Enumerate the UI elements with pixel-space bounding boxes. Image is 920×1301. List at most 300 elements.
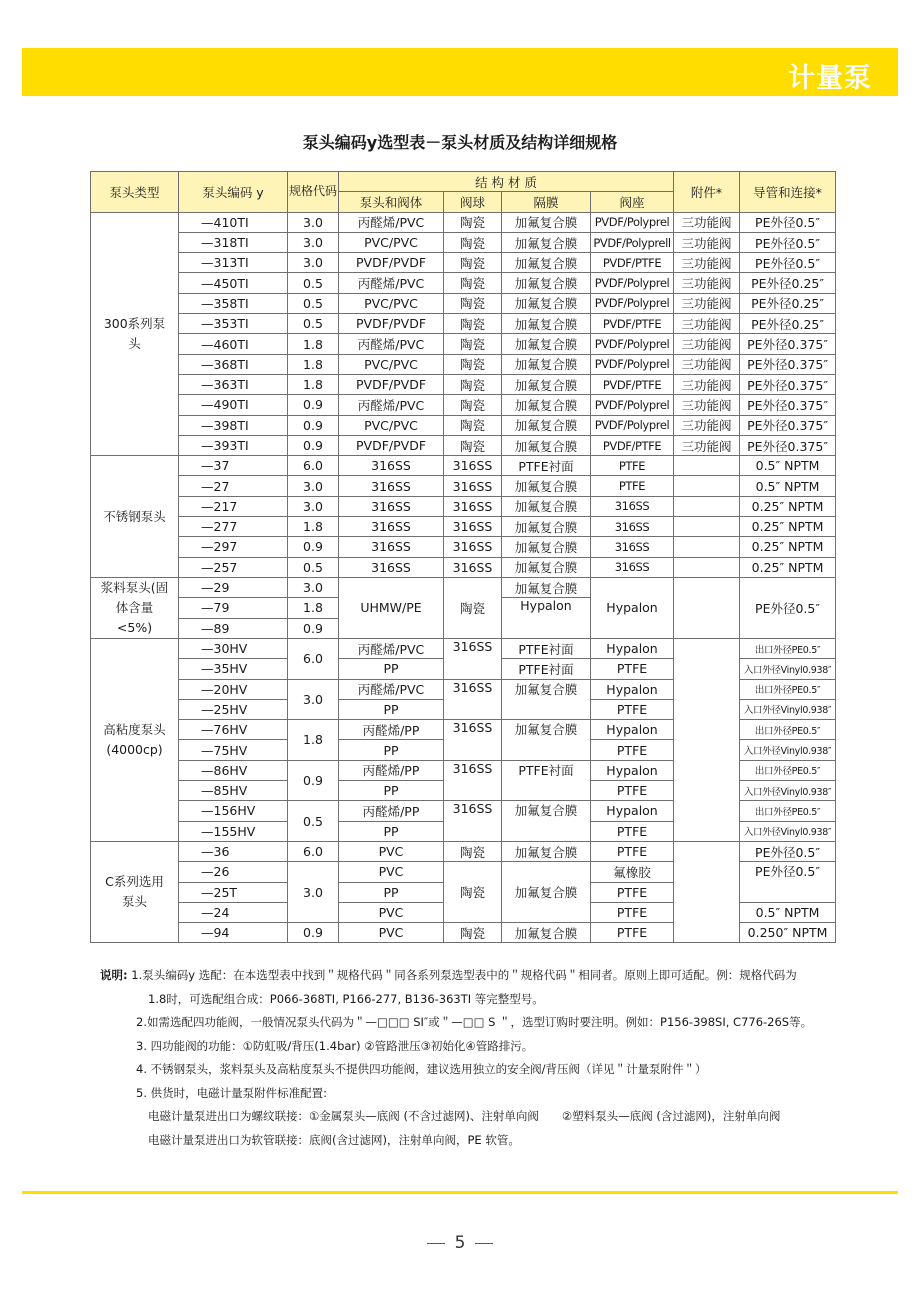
- spec-cell: 0.5: [288, 273, 339, 293]
- header-accessory: 附件*: [674, 172, 740, 213]
- header-structure: 结 构 材 质: [339, 172, 674, 192]
- diaphragm-cell: 加氟复合膜: [502, 334, 591, 354]
- seat-cell: PTFE: [591, 841, 674, 861]
- table-row: [91, 212, 836, 232]
- spec-cell: 3.0: [288, 253, 339, 273]
- diaphragm-cell: 加氟复合膜: [502, 435, 591, 455]
- code-cell: —89: [179, 618, 288, 638]
- connection-cell: PE外径0.375″: [740, 354, 836, 374]
- body-cell: PVDF/PVDF: [339, 253, 444, 273]
- connection-cell: PE外径0.5″: [740, 212, 836, 232]
- connection-cell: PE外径0.375″: [740, 334, 836, 354]
- footer-line: [22, 1191, 898, 1194]
- code-cell: —27: [179, 476, 288, 496]
- diaphragm-cell: 加氟复合膜: [502, 720, 591, 761]
- spec-cell: 3.0: [288, 862, 339, 923]
- code-cell: —398TI: [179, 415, 288, 435]
- body-cell: 316SS: [339, 517, 444, 537]
- body-cell: PP: [339, 659, 444, 679]
- seat-cell: Hypalon: [591, 801, 674, 821]
- body-cell: 316SS: [339, 476, 444, 496]
- accessory-cell: 三功能阀: [674, 314, 740, 334]
- diaphragm-cell: 加氟复合膜: [502, 679, 591, 720]
- code-cell: —35HV: [179, 659, 288, 679]
- code-cell: —25T: [179, 882, 288, 902]
- header-band: [22, 48, 898, 96]
- group-label-slurry: 浆料泵头(固体含量<5%): [91, 577, 179, 638]
- spec-cell: 3.0: [288, 232, 339, 252]
- table-body: [91, 212, 836, 577]
- table-row: [91, 293, 836, 313]
- ball-cell: 陶瓷: [444, 232, 502, 252]
- ball-cell: 316SS: [444, 476, 502, 496]
- accessory-cell: [674, 638, 740, 841]
- ball-cell: 陶瓷: [444, 273, 502, 293]
- connection-cell: PE外径0.375″: [740, 374, 836, 394]
- diaphragm-cell: 加氟复合膜: [502, 354, 591, 374]
- seat-cell: Hypalon: [591, 760, 674, 780]
- accessory-cell: 三功能阀: [674, 232, 740, 252]
- table-row: [91, 334, 836, 354]
- connection-cell: 0.25″ NPTM: [740, 557, 836, 577]
- diaphragm-cell: 加氟复合膜: [502, 923, 591, 943]
- ball-cell: 陶瓷: [444, 577, 502, 638]
- spec-cell: 3.0: [288, 577, 339, 597]
- body-cell: PVC/PVC: [339, 293, 444, 313]
- notes-label: 说明:: [100, 968, 128, 982]
- accessory-cell: 三功能阀: [674, 293, 740, 313]
- table-row: [91, 314, 836, 334]
- diaphragm-cell: 加氟复合膜: [502, 415, 591, 435]
- diaphragm-cell: 加氟复合膜: [502, 577, 591, 597]
- accessory-cell: 三功能阀: [674, 212, 740, 232]
- note-5b: 电磁计量泵进出口为软管联接：底阀(含过滤网)，注射单向阀，PE 软管。: [148, 1132, 520, 1147]
- body-cell: PP: [339, 699, 444, 719]
- body-cell: 丙醛烯/PP: [339, 720, 444, 740]
- code-cell: —358TI: [179, 293, 288, 313]
- code-cell: —20HV: [179, 679, 288, 699]
- header-title: 计量泵: [788, 63, 872, 94]
- header-code: 泵头编码 y: [179, 172, 288, 213]
- ball-cell: 陶瓷: [444, 253, 502, 273]
- group-label-300: 300系列泵头: [91, 212, 179, 456]
- table-row: [91, 638, 836, 658]
- dash-right: [475, 1243, 493, 1244]
- body-cell: PVC/PVC: [339, 354, 444, 374]
- connection-cell: PE外径0.5″: [740, 253, 836, 273]
- code-cell: —363TI: [179, 374, 288, 394]
- seat-cell: PTFE: [591, 821, 674, 841]
- seat-cell: PVDF/Polyprel: [591, 293, 674, 313]
- body-cell: UHMW/PE: [339, 577, 444, 638]
- hv-body: [91, 638, 836, 841]
- header-connection: 导管和连接*: [740, 172, 836, 213]
- spec-cell: 0.9: [288, 395, 339, 415]
- connection-out-cell: 出口外径PE0.5″: [740, 801, 836, 821]
- ball-cell: 陶瓷: [444, 314, 502, 334]
- accessory-cell: 三功能阀: [674, 354, 740, 374]
- note-1-text: 1.泵头编码y 选配：在本选型表中找到＂规格代码＂同各系列泵选型表中的＂规格代码＂相同者。原则上即可适配。例：规格代码为: [131, 968, 797, 982]
- header-pump-type: 泵头类型: [91, 172, 179, 213]
- spec-cell: 6.0: [288, 638, 339, 679]
- seat-cell: 316SS: [591, 496, 674, 516]
- note-1: [100, 964, 860, 988]
- spec-cell: 0.9: [288, 537, 339, 557]
- body-cell: PVC: [339, 902, 444, 922]
- body-cell: 丙醛烯/PVC: [339, 212, 444, 232]
- ball-cell: 陶瓷: [444, 841, 502, 861]
- table-row: [91, 273, 836, 293]
- connection-in-cell: 入口外径Vinyl0.938″: [740, 821, 836, 841]
- accessory-cell: 三功能阀: [674, 435, 740, 455]
- note-1-cont: 1.8时，可选配组合成：P066-368TI, P166-277, B136-363TI 等完整型号。: [148, 991, 544, 1006]
- ball-cell: 316SS: [444, 801, 502, 842]
- ball-cell: 陶瓷: [444, 212, 502, 232]
- seat-cell: PTFE: [591, 476, 674, 496]
- table-row: [91, 496, 836, 516]
- seat-cell: PVDF/Polyprel: [591, 273, 674, 293]
- seat-cell: PVDF/PTFE: [591, 314, 674, 334]
- seat-cell: PVDF/PTFE: [591, 435, 674, 455]
- connection-out-cell: 出口外径PE0.5″: [740, 679, 836, 699]
- diaphragm-cell: 加氟复合膜: [502, 253, 591, 273]
- body-cell: PVC: [339, 862, 444, 882]
- code-cell: —490TI: [179, 395, 288, 415]
- diaphragm-cell: 加氟复合膜: [502, 293, 591, 313]
- ball-cell: 陶瓷: [444, 354, 502, 374]
- table-row: [91, 232, 836, 252]
- accessory-cell: [674, 496, 740, 516]
- ball-cell: 316SS: [444, 638, 502, 679]
- seat-cell: PVDF/Polyprell: [591, 232, 674, 252]
- header-body: 泵头和阀体: [339, 192, 444, 212]
- accessory-cell: [674, 456, 740, 476]
- seat-cell: 316SS: [591, 537, 674, 557]
- spec-cell: 3.0: [288, 476, 339, 496]
- body-cell: PVC: [339, 841, 444, 861]
- accessory-cell: [674, 537, 740, 557]
- page-number-text: 5: [454, 1233, 466, 1253]
- seat-cell: PVDF/Polyprel: [591, 212, 674, 232]
- connection-cell: 0.5″ NPTM: [740, 456, 836, 476]
- spec-cell: 3.0: [288, 679, 339, 720]
- code-cell: —37: [179, 456, 288, 476]
- accessory-cell: [674, 476, 740, 496]
- body-cell: PP: [339, 821, 444, 841]
- connection-cell: 0.5″ NPTM: [740, 902, 836, 922]
- body-cell: 丙醛烯/PP: [339, 760, 444, 780]
- group-label-hv: 高粘度泵头(4000cp): [91, 638, 179, 841]
- accessory-cell: [674, 557, 740, 577]
- code-cell: —318TI: [179, 232, 288, 252]
- ball-cell: 陶瓷: [444, 293, 502, 313]
- table-row: [91, 456, 836, 476]
- seat-cell: PVDF/Polyprel: [591, 334, 674, 354]
- body-cell: PVC/PVC: [339, 232, 444, 252]
- spec-cell: 1.8: [288, 334, 339, 354]
- connection-cell: PE外径0.5″: [740, 232, 836, 252]
- ball-cell: 陶瓷: [444, 374, 502, 394]
- code-cell: —217: [179, 496, 288, 516]
- slurry-body: [91, 577, 836, 638]
- code-cell: —36: [179, 841, 288, 861]
- code-cell: —85HV: [179, 781, 288, 801]
- connection-cell: PE外径0.25″: [740, 293, 836, 313]
- code-cell: —257: [179, 557, 288, 577]
- ball-cell: 316SS: [444, 537, 502, 557]
- body-cell: PVC: [339, 923, 444, 943]
- diaphragm-cell: 加氟复合膜: [502, 314, 591, 334]
- diaphragm-cell: PTFE衬面: [502, 456, 591, 476]
- accessory-cell: 三功能阀: [674, 273, 740, 293]
- table-row: [91, 517, 836, 537]
- table-row: [91, 841, 836, 861]
- ball-cell: 316SS: [444, 720, 502, 761]
- code-cell: —353TI: [179, 314, 288, 334]
- connection-cell: 0.250″ NPTM: [740, 923, 836, 943]
- dash-left: [427, 1243, 445, 1244]
- connection-out-cell: 出口外径PE0.5″: [740, 760, 836, 780]
- note-5: 5. 供货时，电磁计量泵附件标准配置:: [136, 1085, 328, 1100]
- body-cell: 316SS: [339, 496, 444, 516]
- spec-cell: 0.5: [288, 293, 339, 313]
- body-cell: 316SS: [339, 456, 444, 476]
- connection-cell: 0.25″ NPTM: [740, 517, 836, 537]
- code-cell: —277: [179, 517, 288, 537]
- table-row: [91, 374, 836, 394]
- spec-cell: 0.9: [288, 618, 339, 638]
- seat-cell: Hypalon: [591, 679, 674, 699]
- code-cell: —76HV: [179, 720, 288, 740]
- spec-cell: 1.8: [288, 720, 339, 761]
- c-series-body: [91, 841, 836, 942]
- table-row: [91, 354, 836, 374]
- code-cell: —29: [179, 577, 288, 597]
- ball-cell: 陶瓷: [444, 923, 502, 943]
- connection-out-cell: 出口外径PE0.5″: [740, 720, 836, 740]
- seat-cell: PVDF/PTFE: [591, 374, 674, 394]
- spec-cell: 0.9: [288, 415, 339, 435]
- table-row: [91, 577, 836, 597]
- diaphragm-cell: 加氟复合膜: [502, 517, 591, 537]
- note-4: 4. 不锈钢泵头，浆料泵头及高粘度泵头不提供四功能阀，建议选用独立的安全阀/背压阀（详见＂计量泵附件＂）: [136, 1062, 707, 1076]
- body-cell: 丙醛烯/PVC: [339, 395, 444, 415]
- diaphragm-cell: 加氟复合膜: [502, 841, 591, 861]
- code-cell: —297: [179, 537, 288, 557]
- body-cell: 丙醛烯/PVC: [339, 273, 444, 293]
- accessory-cell: [674, 577, 740, 638]
- seat-cell: Hypalon: [591, 577, 674, 638]
- connection-cell: 0.5″ NPTM: [740, 476, 836, 496]
- group-label-c-series: C系列选用泵头: [91, 841, 179, 942]
- body-cell: PVDF/PVDF: [339, 314, 444, 334]
- diaphragm-cell: PTFE衬面: [502, 760, 591, 801]
- connection-cell: PE外径0.375″: [740, 415, 836, 435]
- spec-cell: 1.8: [288, 517, 339, 537]
- diaphragm-cell: 加氟复合膜: [502, 374, 591, 394]
- group-label-ss: 不锈钢泵头: [91, 456, 179, 578]
- connection-out-cell: 出口外径PE0.5″: [740, 638, 836, 658]
- code-cell: —156HV: [179, 801, 288, 821]
- diaphragm-cell: 加氟复合膜: [502, 537, 591, 557]
- body-cell: 丙醛烯/PVC: [339, 638, 444, 658]
- diaphragm-cell: 加氟复合膜: [502, 476, 591, 496]
- diaphragm-cell: Hypalon: [502, 598, 591, 639]
- body-cell: 丙醛烯/PVC: [339, 334, 444, 354]
- spec-cell: 1.8: [288, 374, 339, 394]
- header-spec: 规格代码: [288, 172, 339, 213]
- connection-in-cell: 入口外径Vinyl0.938″: [740, 781, 836, 801]
- body-cell: PP: [339, 740, 444, 760]
- code-cell: —25HV: [179, 699, 288, 719]
- diaphragm-cell: 加氟复合膜: [502, 273, 591, 293]
- seat-cell: PVDF/Polyprel: [591, 354, 674, 374]
- notes: [100, 964, 860, 1152]
- connection-cell: PE外径0.5″: [740, 841, 836, 861]
- spec-cell: 0.9: [288, 923, 339, 943]
- ball-cell: 陶瓷: [444, 435, 502, 455]
- code-cell: —75HV: [179, 740, 288, 760]
- accessory-cell: 三功能阀: [674, 253, 740, 273]
- seat-cell: Hypalon: [591, 720, 674, 740]
- diaphragm-cell: 加氟复合膜: [502, 557, 591, 577]
- ball-cell: 316SS: [444, 557, 502, 577]
- diaphragm-cell: 加氟复合膜: [502, 395, 591, 415]
- seat-cell: PTFE: [591, 699, 674, 719]
- table-row: [91, 253, 836, 273]
- seat-cell: Hypalon: [591, 638, 674, 658]
- seat-cell: PVDF/Polyprel: [591, 415, 674, 435]
- header-diaphragm: 隔膜: [502, 192, 591, 212]
- body-cell: PP: [339, 882, 444, 902]
- connection-cell: PE外径0.375″: [740, 395, 836, 415]
- code-cell: —410TI: [179, 212, 288, 232]
- spec-cell: 6.0: [288, 456, 339, 476]
- ball-cell: 316SS: [444, 679, 502, 720]
- body-cell: PVC/PVC: [339, 415, 444, 435]
- spec-cell: 0.5: [288, 557, 339, 577]
- seat-cell: PTFE: [591, 781, 674, 801]
- spec-table: [90, 171, 836, 943]
- code-cell: —86HV: [179, 760, 288, 780]
- spec-cell: 3.0: [288, 212, 339, 232]
- ball-cell: 316SS: [444, 517, 502, 537]
- diaphragm-cell: 加氟复合膜: [502, 496, 591, 516]
- ball-cell: 陶瓷: [444, 395, 502, 415]
- ball-cell: 316SS: [444, 456, 502, 476]
- accessory-cell: 三功能阀: [674, 334, 740, 354]
- table-row: [91, 557, 836, 577]
- connection-cell: 0.25″ NPTM: [740, 496, 836, 516]
- seat-cell: PTFE: [591, 740, 674, 760]
- diaphragm-cell: 加氟复合膜: [502, 801, 591, 842]
- accessory-cell: 三功能阀: [674, 395, 740, 415]
- body-cell: PP: [339, 781, 444, 801]
- seat-cell: PTFE: [591, 882, 674, 902]
- connection-in-cell: 入口外径Vinyl0.938″: [740, 659, 836, 679]
- spec-cell: 1.8: [288, 354, 339, 374]
- spec-cell: 1.8: [288, 598, 339, 618]
- body-cell: 316SS: [339, 557, 444, 577]
- body-cell: 316SS: [339, 537, 444, 557]
- header-seat: 阀座: [591, 192, 674, 212]
- body-cell: PVDF/PVDF: [339, 374, 444, 394]
- connection-cell: PE外径0.375″: [740, 435, 836, 455]
- ball-cell: 陶瓷: [444, 334, 502, 354]
- diaphragm-cell: PTFE衬面: [502, 638, 591, 658]
- spec-cell: 0.5: [288, 314, 339, 334]
- code-cell: —313TI: [179, 253, 288, 273]
- table-row: [91, 476, 836, 496]
- connection-in-cell: 入口外径Vinyl0.938″: [740, 699, 836, 719]
- ball-cell: 316SS: [444, 760, 502, 801]
- diaphragm-cell: 加氟复合膜: [502, 862, 591, 923]
- spec-cell: 3.0: [288, 496, 339, 516]
- code-cell: —155HV: [179, 821, 288, 841]
- ball-cell: 陶瓷: [444, 415, 502, 435]
- note-2: 2.如需选配四功能阀，一般情况泵头代码为＂—□□□ SI″或＂—□□ S ＂，选型订购时要注明。例如：P156-398SI, C776-26S等。: [136, 1015, 813, 1029]
- accessory-cell: 三功能阀: [674, 374, 740, 394]
- connection-cell: PE外径0.25″: [740, 314, 836, 334]
- accessory-cell: [674, 841, 740, 942]
- table-row: [91, 415, 836, 435]
- spec-cell: 0.5: [288, 801, 339, 842]
- spec-cell: 0.9: [288, 435, 339, 455]
- diaphragm-cell: PTFE衬面: [502, 659, 591, 679]
- seat-cell: 316SS: [591, 557, 674, 577]
- table-row: [91, 537, 836, 557]
- code-cell: —368TI: [179, 354, 288, 374]
- diaphragm-cell: 加氟复合膜: [502, 232, 591, 252]
- code-cell: —94: [179, 923, 288, 943]
- code-cell: —26: [179, 862, 288, 882]
- note-3: 3. 四功能阀的功能：①防虹吸/背压(1.4bar) ②管路泄压③初始化④管路排污。: [136, 1038, 534, 1053]
- spec-cell: 6.0: [288, 841, 339, 861]
- seat-cell: PTFE: [591, 659, 674, 679]
- seat-cell: PTFE: [591, 456, 674, 476]
- seat-cell: PTFE: [591, 902, 674, 922]
- body-cell: 丙醛烯/PVC: [339, 679, 444, 699]
- code-cell: —450TI: [179, 273, 288, 293]
- spec-cell: 0.9: [288, 760, 339, 801]
- seat-cell: PVDF/Polyprel: [591, 395, 674, 415]
- seat-cell: PTFE: [591, 923, 674, 943]
- body-cell: 丙醛烯/PP: [339, 801, 444, 821]
- connection-cell: PE外径0.5″: [740, 577, 836, 638]
- ball-cell: 316SS: [444, 496, 502, 516]
- seat-cell: PVDF/PTFE: [591, 253, 674, 273]
- code-cell: —24: [179, 902, 288, 922]
- connection-cell: PE外径0.25″: [740, 273, 836, 293]
- accessory-cell: [674, 517, 740, 537]
- header-ball: 阀球: [444, 192, 502, 212]
- connection-cell: 0.25″ NPTM: [740, 537, 836, 557]
- diaphragm-cell: 加氟复合膜: [502, 212, 591, 232]
- accessory-cell: 三功能阀: [674, 415, 740, 435]
- seat-cell: 氟橡胶: [591, 862, 674, 882]
- code-cell: —393TI: [179, 435, 288, 455]
- page-title: 泵头编码y选型表－泵头材质及结构详细规格: [302, 133, 618, 152]
- code-cell: —460TI: [179, 334, 288, 354]
- ball-cell: 陶瓷: [444, 862, 502, 923]
- page-number: [0, 1233, 920, 1253]
- code-cell: —30HV: [179, 638, 288, 658]
- code-cell: —79: [179, 598, 288, 618]
- body-cell: PVDF/PVDF: [339, 435, 444, 455]
- table-row: [91, 395, 836, 415]
- seat-cell: 316SS: [591, 517, 674, 537]
- note-5a: 电磁计量泵进出口为螺纹联接：①金属泵头—底阀 (不含过滤网)、注射单向阀 ②塑料泵头—底阀 (含过滤网)，注射单向阀: [148, 1109, 781, 1123]
